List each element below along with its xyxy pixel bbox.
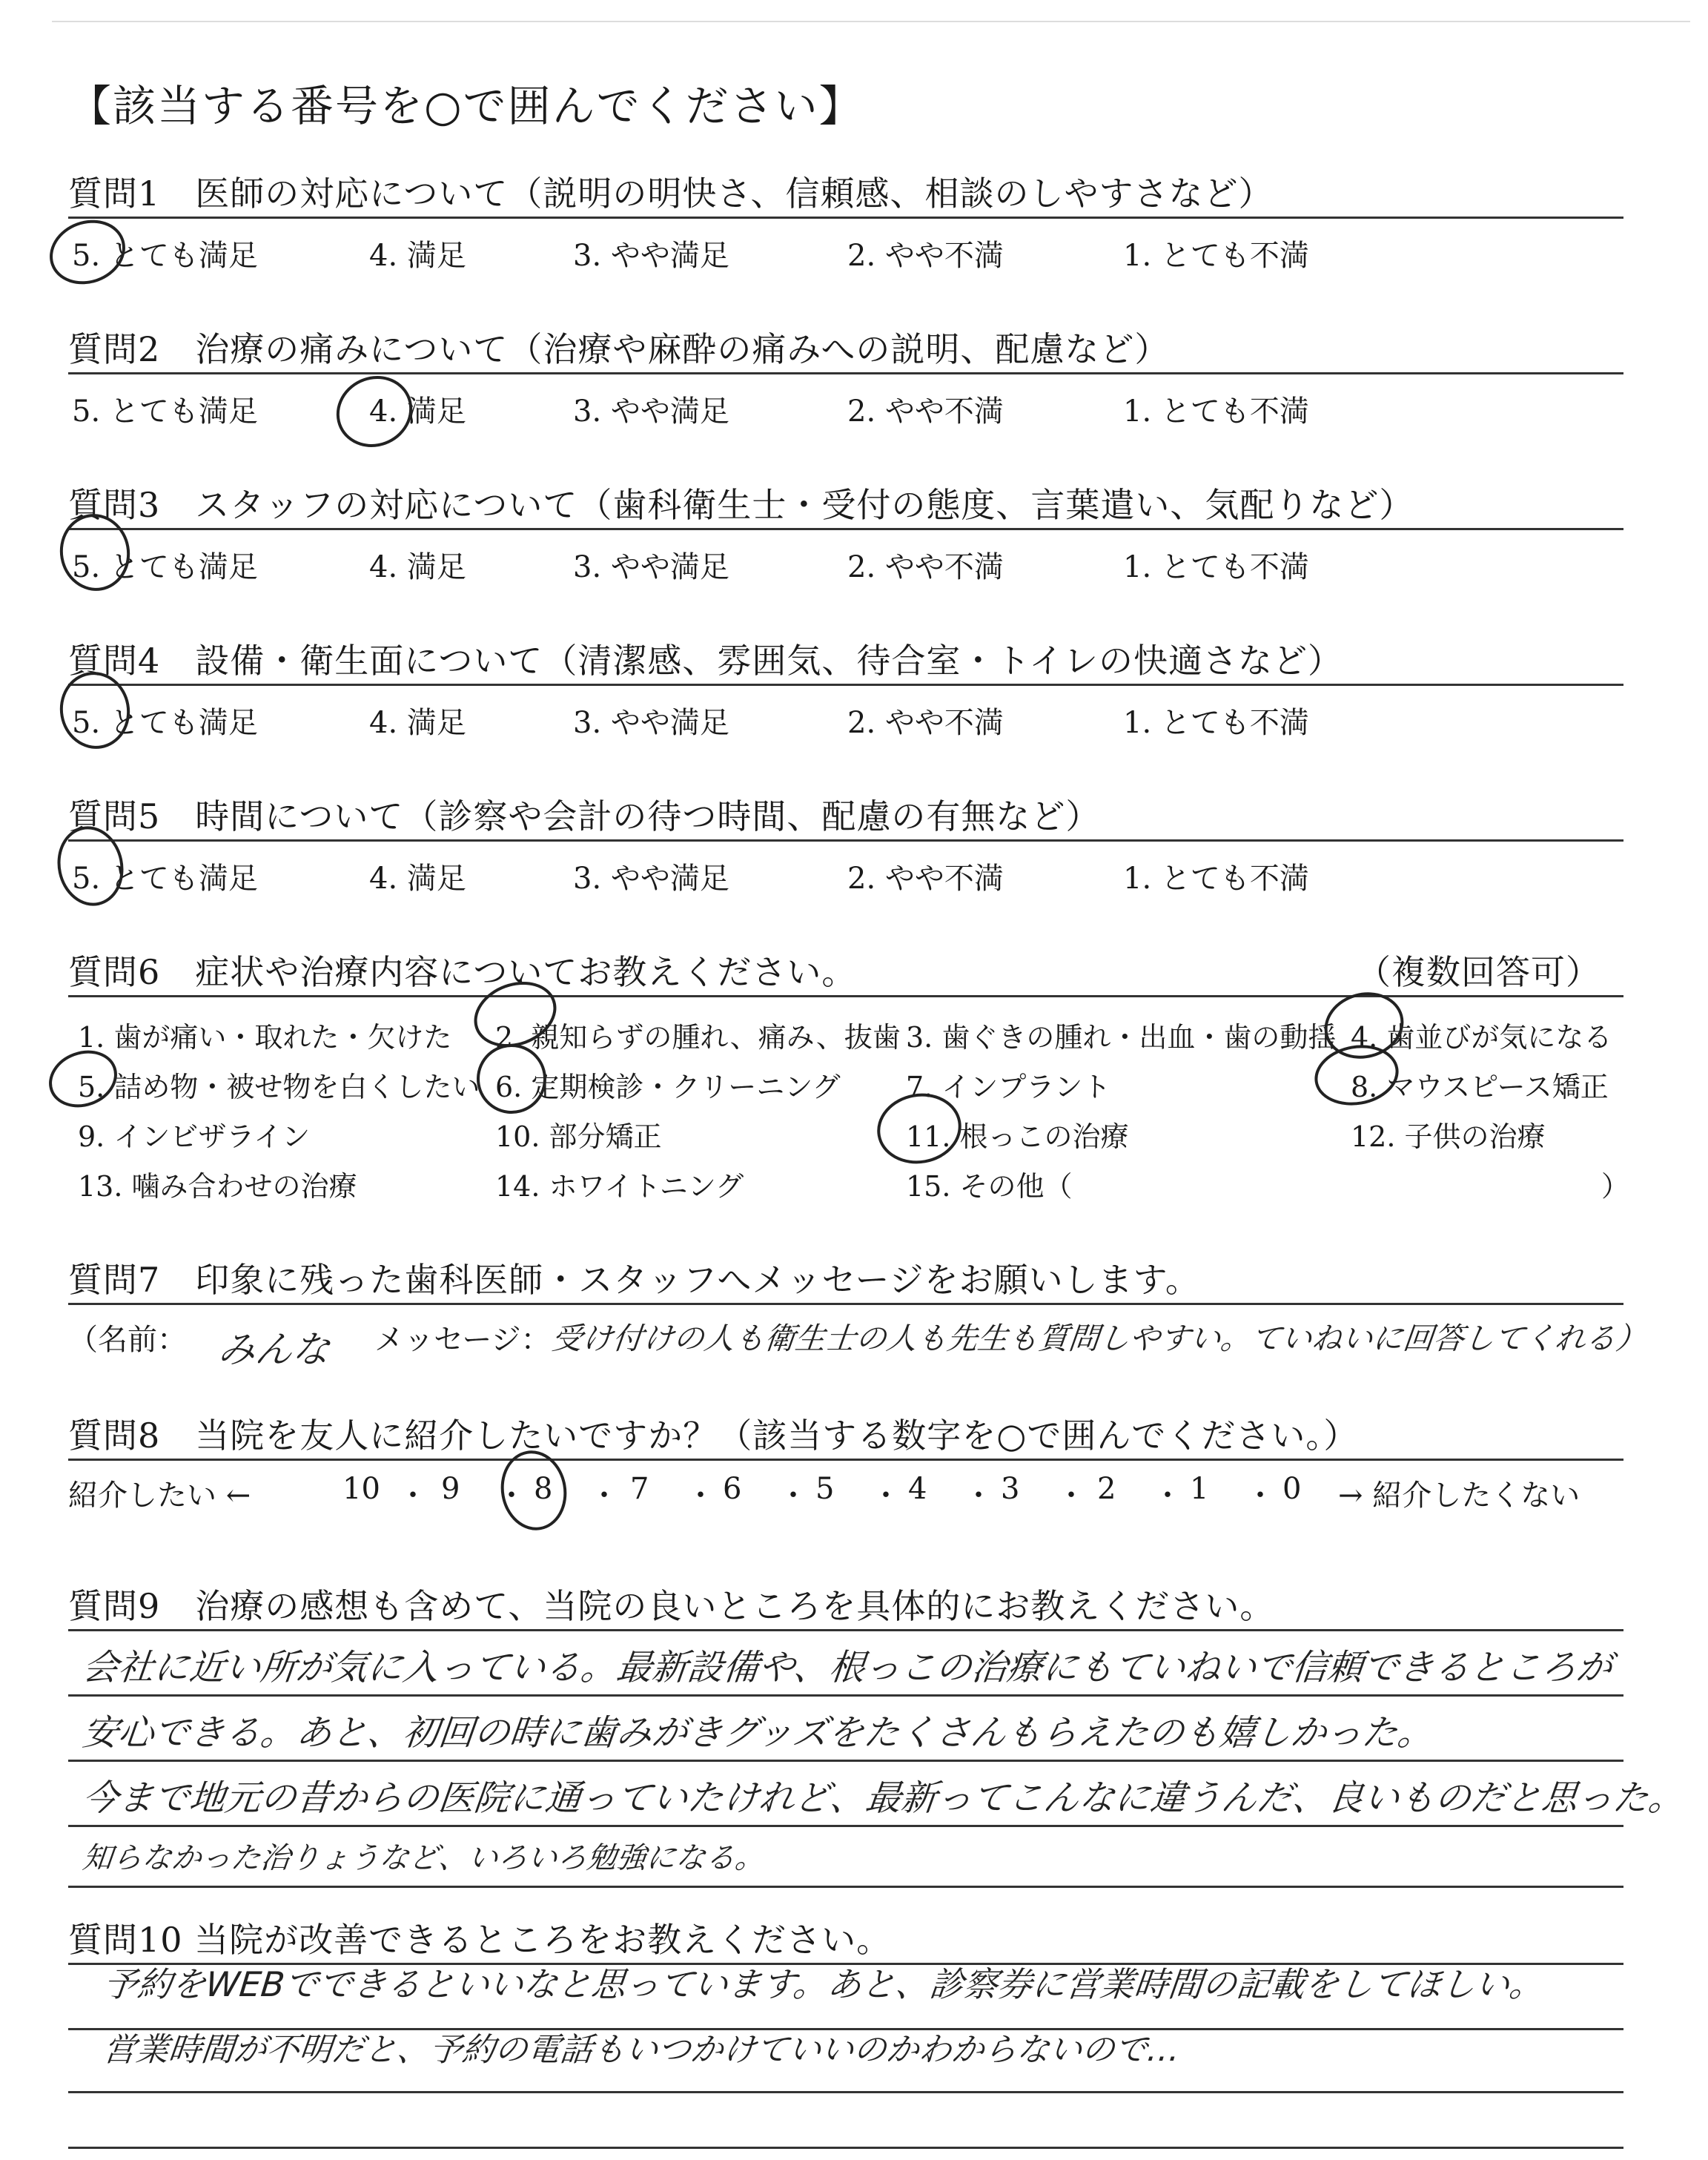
option-2[interactable]: 2. やや不満 [847, 550, 1004, 584]
option-1[interactable]: 1. とても不満 [1123, 394, 1309, 429]
symptom-item[interactable]: 6. 定期検診・クリーニング [495, 1071, 841, 1103]
symptom-item[interactable]: 9. インビザライン [78, 1120, 311, 1153]
scale-separator: ・ [778, 1479, 808, 1513]
option-4[interactable]: 4. 満足 [369, 394, 466, 429]
scale-separator: ・ [871, 1479, 901, 1513]
option-2[interactable]: 2. やや不満 [847, 706, 1004, 740]
message-value[interactable]: 受け付けの人も衛生士の人も先生も質問しやすい。ていねいに回答してくれる） [550, 1321, 1649, 1356]
option-4[interactable]: 4. 満足 [369, 239, 466, 273]
symptom-item[interactable]: 4. 歯並びが気になる [1351, 1021, 1612, 1054]
scale-separator: ・ [497, 1479, 526, 1513]
symptom-item[interactable]: 8. マウスピース矯正 [1351, 1071, 1609, 1103]
scale-separator: ・ [686, 1479, 715, 1513]
top-edge-line [52, 21, 1690, 22]
option-5[interactable]: 5. とても満足 [72, 862, 258, 896]
answer-line[interactable]: 予約をWEBでできるといいなと思っています。あと、診察券に営業時間の記載をしてほしい。 [101, 1964, 1546, 2004]
question-1: 質問1 医師の対応について（説明の明快さ、信頼感、相談のしやすさなど） [68, 174, 1274, 214]
symptom-item[interactable]: 1. 歯が痛い・取れた・欠けた [78, 1021, 452, 1054]
recommend-score-1[interactable]: 1 [1190, 1472, 1209, 1506]
page-title: 【該当する番号を○で囲んでください】 [68, 81, 864, 131]
option-3[interactable]: 3. やや満足 [573, 706, 729, 740]
rule [68, 1303, 1623, 1305]
symptom-item[interactable]: 14. ホワイトニング [495, 1170, 744, 1203]
symptom-item-other[interactable]: 15. その他（ [906, 1170, 1073, 1203]
recommend-score-9[interactable]: 9 [441, 1472, 460, 1506]
option-5[interactable]: 5. とても満足 [72, 550, 258, 584]
answer-line[interactable]: 今まで地元の昔からの医院に通っていたけれど、最新ってこんなに違うんだ、良いものだと思った。 [80, 1777, 1687, 1819]
option-3[interactable]: 3. やや満足 [573, 862, 729, 896]
rule [68, 528, 1623, 530]
scale-separator: ・ [964, 1479, 993, 1513]
rule [68, 2147, 1623, 2149]
multiple-answer-note: （複数回答可） [1357, 952, 1601, 992]
rule [68, 1694, 1623, 1697]
option-1[interactable]: 1. とても不満 [1123, 239, 1309, 273]
scale-separator: ・ [1153, 1479, 1182, 1513]
rule [68, 1760, 1623, 1762]
option-1[interactable]: 1. とても不満 [1123, 706, 1309, 740]
question-10: 質問10 当院が改善できるところをお教えください。 [68, 1920, 892, 1960]
answer-line[interactable]: 営業時間が不明だと、予約の電話もいつかけていいのかわからないので… [101, 2031, 1182, 2069]
recommend-score-5[interactable]: 5 [815, 1472, 835, 1506]
option-3[interactable]: 3. やや満足 [573, 239, 729, 273]
recommend-score-4[interactable]: 4 [908, 1472, 927, 1506]
symptom-item[interactable]: 3. 歯ぐきの腫れ・出血・歯の動揺 [906, 1021, 1337, 1054]
answer-line[interactable]: 知らなかった治りょうなど、いろいろ勉強になる。 [81, 1841, 767, 1875]
scale-separator: ・ [1245, 1479, 1275, 1513]
rule [68, 839, 1623, 842]
recommend-score-3[interactable]: 3 [1001, 1472, 1020, 1506]
question-6: 質問6 症状や治療内容についてお教えください。 [68, 952, 857, 992]
option-4[interactable]: 4. 満足 [369, 862, 466, 896]
symptom-item[interactable]: 7. インプラント [906, 1071, 1111, 1103]
option-1[interactable]: 1. とても不満 [1123, 862, 1309, 896]
rule [68, 995, 1623, 997]
option-2[interactable]: 2. やや不満 [847, 862, 1004, 896]
scale-separator: ・ [589, 1479, 619, 1513]
recommend-score-0[interactable]: 0 [1282, 1472, 1302, 1506]
recommend-label: 紹介したい ← [68, 1479, 251, 1513]
rule [68, 1825, 1623, 1827]
recommend-score-10[interactable]: 10 [342, 1472, 380, 1506]
answer-line[interactable]: 会社に近い所が気に入っている。最新設備や、根っこの治療にもていねいで信頼できるところが [80, 1647, 1615, 1688]
question-2: 質問2 治療の痛みについて（治療や麻酔の痛みへの説明、配慮など） [68, 329, 1170, 369]
option-3[interactable]: 3. やや満足 [573, 394, 729, 429]
name-label: （名前： [68, 1323, 187, 1357]
not-recommend-label: → 紹介したくない [1338, 1479, 1580, 1513]
recommend-score-6[interactable]: 6 [723, 1472, 742, 1506]
symptom-item[interactable]: 5. 詰め物・被せ物を白くしたい [78, 1071, 480, 1103]
option-2[interactable]: 2. やや不満 [847, 394, 1004, 429]
question-4: 質問4 設備・衛生面について（清潔感、雰囲気、待合室・トイレの快適さなど） [68, 641, 1343, 681]
rule [68, 1459, 1623, 1461]
answer-line[interactable]: 安心できる。あと、初回の時に歯みがきグッズをたくさんもらえたのも嬉しかった。 [80, 1712, 1436, 1754]
symptom-item[interactable]: 2. 親知らずの腫れ、痛み、抜歯 [495, 1021, 901, 1054]
question-3: 質問3 スタッフの対応について（歯科衛生士・受付の態度、言葉遣い、気配りなど） [68, 485, 1414, 525]
question-8: 質問8 当院を友人に紹介したいですか？（該当する数字を○で囲んでください。） [68, 1416, 1359, 1456]
scale-separator: ・ [398, 1479, 428, 1513]
name-value[interactable]: みんな [216, 1328, 332, 1371]
rule [68, 1629, 1623, 1631]
symptom-item[interactable]: 12. 子供の治療 [1351, 1120, 1546, 1153]
option-4[interactable]: 4. 満足 [369, 550, 466, 584]
option-2[interactable]: 2. やや不満 [847, 239, 1004, 273]
scale-separator: ・ [1056, 1479, 1086, 1513]
question-7: 質問7 印象に残った歯科医師・スタッフへメッセージをお願いします。 [68, 1260, 1200, 1300]
rule [68, 372, 1623, 374]
recommend-score-8[interactable]: 8 [534, 1472, 553, 1506]
rule [68, 217, 1623, 219]
message-label: メッセージ： [374, 1323, 551, 1357]
option-5[interactable]: 5. とても満足 [72, 394, 258, 429]
other-close-paren: ） [1601, 1170, 1630, 1203]
question-5: 質問5 時間について（診察や会計の待つ時間、配慮の有無など） [68, 796, 1101, 836]
option-4[interactable]: 4. 満足 [369, 706, 466, 740]
recommend-score-2[interactable]: 2 [1097, 1472, 1116, 1506]
question-9: 質問9 治療の感想も含めて、当院の良いところを具体的にお教えください。 [68, 1586, 1275, 1626]
rule [68, 2091, 1623, 2093]
recommend-score-7[interactable]: 7 [630, 1472, 649, 1506]
symptom-item[interactable]: 11. 根っこの治療 [906, 1120, 1129, 1153]
symptom-item[interactable]: 10. 部分矯正 [495, 1120, 662, 1153]
symptom-item[interactable]: 13. 噛み合わせの治療 [78, 1170, 357, 1203]
option-5[interactable]: 5. とても満足 [72, 239, 258, 273]
rule [68, 684, 1623, 686]
rule [68, 1886, 1623, 1888]
option-5[interactable]: 5. とても満足 [72, 706, 258, 740]
option-3[interactable]: 3. やや満足 [573, 550, 729, 584]
option-1[interactable]: 1. とても不満 [1123, 550, 1309, 584]
